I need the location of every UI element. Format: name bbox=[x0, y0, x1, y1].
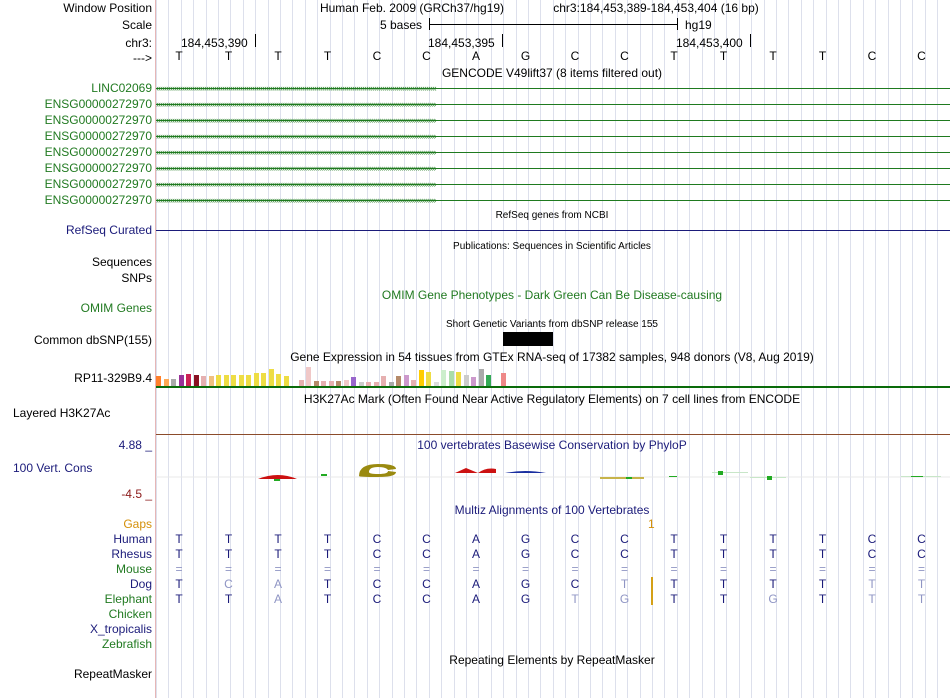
gtex-tissue-bar[interactable] bbox=[231, 375, 236, 386]
alignment-base: T bbox=[818, 592, 827, 606]
sequence-base: G bbox=[520, 49, 531, 63]
gene-feature[interactable] bbox=[156, 99, 950, 109]
conservation-title: 100 vertebrates Basewise Conservation by PhyloP bbox=[417, 438, 687, 452]
snps-label[interactable]: SNPs bbox=[121, 271, 152, 285]
gene-label[interactable]: ENSG00000272970 bbox=[44, 193, 152, 207]
gtex-tissue-bar[interactable] bbox=[306, 367, 311, 386]
gtex-tissue-bar[interactable] bbox=[171, 379, 176, 386]
alignment-base: T bbox=[670, 532, 678, 546]
window-position-label: Window Position bbox=[63, 1, 152, 15]
cons-mark-1 bbox=[258, 475, 297, 479]
sequence-base: A bbox=[471, 49, 480, 63]
alignment-base: T bbox=[769, 532, 777, 546]
sequence-base: T bbox=[274, 49, 282, 63]
gene-feature[interactable] bbox=[156, 115, 950, 125]
dbsnp-title: Short Genetic Variants from dbSNP release 155 bbox=[446, 319, 658, 330]
sequence-base: C bbox=[620, 49, 629, 63]
alignment-base: T bbox=[175, 532, 183, 546]
alignment-base: T bbox=[175, 577, 183, 591]
multiz-title: Multiz Alignments of 100 Vertebrates bbox=[454, 503, 650, 517]
alignment-base: = bbox=[719, 562, 727, 576]
alignment-base: C bbox=[422, 577, 431, 591]
gtex-tissue-bar[interactable] bbox=[381, 376, 386, 386]
gtex-tissue-bar[interactable] bbox=[276, 374, 281, 386]
conservation-plot[interactable] bbox=[156, 455, 950, 495]
cons-mark-16 bbox=[911, 476, 923, 477]
cons-mark-6 bbox=[478, 469, 496, 474]
gene-label[interactable]: ENSG00000272970 bbox=[44, 177, 152, 191]
alignment-base: T bbox=[323, 592, 332, 606]
sequence-base: T bbox=[175, 49, 183, 63]
sequence-base: C bbox=[422, 49, 431, 63]
alignment-base: T bbox=[323, 532, 332, 546]
coordinate-tick-2: 184,453,395 bbox=[428, 36, 495, 50]
alignment-base: T bbox=[175, 592, 183, 606]
gene-feature[interactable] bbox=[156, 163, 950, 173]
gene-feature[interactable] bbox=[156, 131, 950, 141]
gene-label[interactable]: ENSG00000272970 bbox=[44, 97, 152, 111]
gtex-tissue-bar[interactable] bbox=[449, 371, 454, 386]
gap-number: 1 bbox=[648, 517, 655, 531]
alignment-base: T bbox=[719, 532, 728, 546]
gene-feature[interactable] bbox=[156, 179, 950, 189]
gene-feature[interactable] bbox=[156, 147, 950, 157]
gene-label[interactable]: ENSG00000272970 bbox=[44, 129, 152, 143]
gtex-tissue-bar[interactable] bbox=[479, 369, 484, 386]
alignment-base: T bbox=[818, 577, 827, 591]
alignment-base: A bbox=[273, 592, 282, 606]
coordinate-tick-3: 184,453,400 bbox=[676, 36, 743, 50]
gene-feature[interactable] bbox=[156, 195, 950, 205]
alignment-base: C bbox=[570, 532, 580, 546]
tick-mark-3 bbox=[750, 34, 751, 47]
gtex-tissue-bar[interactable] bbox=[224, 375, 229, 386]
h3k27ac-title: H3K27Ac Mark (Often Found Near Active Regulatory Elements) on 7 cell lines from ENCODE bbox=[303, 392, 801, 406]
h3k27ac-label[interactable]: Layered H3K27Ac bbox=[13, 406, 111, 420]
alignment-base: T bbox=[224, 592, 233, 606]
species-label[interactable]: Zebrafish bbox=[101, 637, 152, 651]
gene-label[interactable]: ENSG00000272970 bbox=[44, 113, 152, 127]
species-label[interactable]: Dog bbox=[129, 577, 152, 591]
gaps-label[interactable]: Gaps bbox=[123, 517, 152, 531]
track-labels bbox=[0, 0, 155, 698]
gtex-tissue-bar[interactable] bbox=[254, 373, 259, 386]
alignment-base: = bbox=[224, 562, 232, 576]
gtex-tissue-bar[interactable] bbox=[209, 376, 214, 386]
alignment-base: T bbox=[224, 547, 233, 561]
alignment-base: T bbox=[917, 592, 926, 606]
alignment-base: T bbox=[323, 547, 332, 561]
alignment-base: T bbox=[868, 577, 876, 591]
refseq-title: RefSeq genes from NCBI bbox=[495, 210, 609, 221]
gene-label[interactable]: ENSG00000272970 bbox=[44, 161, 152, 175]
chr-label: chr3: bbox=[125, 36, 152, 50]
alignment-base: T bbox=[224, 532, 233, 546]
gtex-tissue-bar[interactable] bbox=[194, 375, 199, 386]
refseq-label[interactable]: RefSeq Curated bbox=[65, 223, 152, 237]
alignment-base: = bbox=[868, 562, 876, 576]
alignment-base: T bbox=[670, 592, 678, 606]
alignment-base: G bbox=[768, 592, 778, 606]
alignment-base: A bbox=[471, 547, 480, 561]
sequence-base: C bbox=[570, 49, 580, 63]
alignment-base: T bbox=[670, 547, 678, 561]
alignment-base: T bbox=[323, 577, 332, 591]
alignment-base: C bbox=[422, 547, 431, 561]
gene-label[interactable]: ENSG00000272970 bbox=[44, 145, 152, 159]
gtex-tissue-bar[interactable] bbox=[456, 372, 461, 386]
alignment-base: C bbox=[372, 532, 382, 546]
cons-mark-7 bbox=[505, 471, 546, 473]
refseq-line[interactable] bbox=[156, 230, 950, 231]
alignment-base: C bbox=[422, 592, 431, 606]
alignment-base: = bbox=[274, 562, 282, 576]
alignment-base: C bbox=[917, 532, 926, 546]
gtex-tissue-bar[interactable] bbox=[186, 374, 191, 386]
alignment-base: T bbox=[274, 547, 282, 561]
gtex-tissue-bar[interactable] bbox=[246, 375, 251, 386]
gtex-label[interactable]: RP11-329B9.4 bbox=[74, 371, 152, 385]
gtex-tissue-bar[interactable] bbox=[179, 375, 184, 386]
omim-title: OMIM Gene Phenotypes - Dark Green Can Be Disease-causing bbox=[381, 288, 723, 302]
scale-text: 5 bases bbox=[380, 18, 423, 32]
gtex-tissue-bar[interactable] bbox=[156, 376, 161, 386]
alignment-base: A bbox=[471, 592, 480, 606]
alignment-base: T bbox=[769, 577, 777, 591]
alignment-base: T bbox=[274, 532, 282, 546]
alignment-base: C bbox=[372, 547, 382, 561]
alignment-base: A bbox=[471, 532, 480, 546]
cons-mark-3 bbox=[321, 474, 327, 476]
coordinate-tick-1: 184,453,390 bbox=[181, 36, 248, 50]
strand-arrows: ›››››››››››››››››››››››››››››››››››››››››››››››››››››››››››››››››››››››››››››››››››››››››››››››››››››››››››››››››››››››››››››››››››››››››››› bbox=[156, 147, 436, 157]
publications-title: Publications: Sequences in Scientific Articles bbox=[453, 241, 651, 252]
alignment-base: G bbox=[520, 592, 531, 606]
alignment-base: G bbox=[520, 577, 531, 591]
alignment-base: T bbox=[620, 577, 629, 591]
sequence-base: C bbox=[867, 49, 877, 63]
strand-arrows: ›››››››››››››››››››››››››››››››››››››››››››››››››››››››››››››››››››››››››››››››››››››››››››››››››››››››››››››››››››››››››››››››››››››››››››› bbox=[156, 163, 436, 173]
strand-arrows: ›››››››››››››››››››››››››››››››››››››››››››››››››››››››››››››››››››››››››››››››››››››››››››››››››››››››››››››››››››››››››››››››››››››››››››› bbox=[156, 179, 436, 189]
alignment-base: = bbox=[373, 562, 381, 576]
tick-mark-2 bbox=[502, 34, 503, 47]
scale-label: Scale bbox=[121, 18, 152, 32]
alignment-base: T bbox=[571, 592, 579, 606]
strand-arrow-label[interactable]: ---> bbox=[133, 51, 152, 65]
strand-arrows: ›››››››››››››››››››››››››››››››››››››››››››››››››››››››››››››››››››››››››››››››››››››››››››››››››››››››››››››››››››››››››››››››››››››››››››› bbox=[156, 131, 436, 141]
alignment-base: T bbox=[719, 547, 728, 561]
alignment-base: C bbox=[422, 532, 431, 546]
dbsnp-label[interactable]: Common dbSNP(155) bbox=[33, 333, 152, 347]
gtex-tissue-bar[interactable] bbox=[164, 379, 169, 386]
gtex-tissue-bar[interactable] bbox=[419, 370, 424, 386]
sequence-base: T bbox=[224, 49, 233, 63]
sequence-base: C bbox=[372, 49, 382, 63]
assembly-title: Human Feb. 2009 (GRCh37/hg19) bbox=[319, 1, 505, 15]
gtex-tissue-bar[interactable] bbox=[464, 375, 469, 386]
cons-min-label: -4.5 _ bbox=[121, 487, 152, 501]
strand-arrows: ›››››››››››››››››››››››››››››››››››››››››››››››››››››››››››››››››››››››››››››››››››››››››››››››››››››››››››››››››››››››››››››››››››››››››››› bbox=[156, 99, 436, 109]
gtex-tissue-bar[interactable] bbox=[426, 372, 431, 386]
alignment-base: T bbox=[175, 547, 183, 561]
alignment-base: C bbox=[917, 547, 926, 561]
strand-arrows: ‹‹‹‹‹‹‹‹‹‹‹‹‹‹‹‹‹‹‹‹‹‹‹‹‹‹‹‹‹‹‹‹‹‹‹‹‹‹‹‹‹‹‹‹‹‹‹‹‹‹‹‹‹‹‹‹‹‹‹‹‹‹‹‹‹‹‹‹‹‹‹‹‹‹‹‹‹‹‹‹‹‹‹‹‹‹‹‹‹‹‹‹‹‹‹‹‹‹‹‹‹‹‹‹‹‹‹‹‹‹‹‹‹‹‹‹‹‹‹‹‹‹‹‹‹‹‹‹‹‹‹‹‹‹‹‹‹‹‹‹ bbox=[156, 83, 436, 93]
repeatmasker-label[interactable]: RepeatMasker bbox=[73, 667, 152, 681]
alignment-base: = bbox=[422, 562, 430, 576]
alignment-base: = bbox=[571, 562, 579, 576]
alignment-base: = bbox=[818, 562, 826, 576]
species-label[interactable]: X_tropicalis bbox=[89, 622, 152, 636]
sequence-base: T bbox=[818, 49, 827, 63]
alignment-base: = bbox=[769, 562, 777, 576]
sequence-base: T bbox=[323, 49, 332, 63]
gap-marker bbox=[651, 577, 653, 605]
scale-bar bbox=[429, 24, 677, 25]
cons-mark-14 bbox=[767, 476, 772, 480]
sequence-base: T bbox=[769, 49, 777, 63]
gencode-title: GENCODE V49lift37 (8 items filtered out) bbox=[441, 66, 663, 80]
alignment-base: T bbox=[868, 592, 876, 606]
dbsnp-variant[interactable] bbox=[503, 332, 553, 346]
h3k27ac-baseline bbox=[156, 434, 950, 435]
alignment-base: T bbox=[818, 532, 827, 546]
gtex-tissue-bar[interactable] bbox=[486, 375, 491, 386]
scale-bar-left-tick bbox=[429, 18, 430, 30]
alignment-base: = bbox=[323, 562, 331, 576]
scale-bar-right-tick bbox=[677, 18, 678, 30]
gtex-tissue-bar[interactable] bbox=[269, 369, 274, 386]
alignment-base: G bbox=[520, 532, 531, 546]
cons-mark-2 bbox=[274, 479, 280, 481]
alignment-base: C bbox=[224, 577, 233, 591]
cons-mark-11 bbox=[712, 472, 748, 473]
tick-mark-1 bbox=[255, 34, 256, 47]
cons-mark-4 bbox=[359, 464, 396, 477]
position-readout: chr3:184,453,389-184,453,404 (16 bp) bbox=[553, 1, 759, 15]
species-label[interactable]: Mouse bbox=[115, 562, 152, 576]
alignment-base: = bbox=[917, 562, 925, 576]
cons-label[interactable]: 100 Vert. Cons bbox=[13, 461, 93, 475]
track-area[interactable] bbox=[156, 0, 950, 698]
cons-mark-5 bbox=[455, 468, 478, 473]
gtex-tissue-bar[interactable] bbox=[239, 375, 244, 386]
gtex-tissue-bar[interactable] bbox=[216, 375, 221, 386]
alignment-base: C bbox=[372, 577, 382, 591]
alignment-base: = bbox=[521, 562, 529, 576]
alignment-base: C bbox=[620, 532, 629, 546]
gtex-tissue-bar[interactable] bbox=[471, 377, 476, 386]
gtex-tissue-bar[interactable] bbox=[351, 377, 356, 386]
alignment-base: T bbox=[719, 577, 728, 591]
alignment-base: C bbox=[867, 547, 877, 561]
repeatmasker-title: Repeating Elements by RepeatMasker bbox=[449, 653, 655, 667]
cons-mark-8 bbox=[600, 477, 644, 479]
gtex-tissue-bar[interactable] bbox=[501, 373, 506, 386]
sequence-base: C bbox=[917, 49, 926, 63]
gtex-separator bbox=[156, 386, 950, 388]
omim-label[interactable]: OMIM Genes bbox=[80, 301, 152, 315]
gtex-tissue-bar[interactable] bbox=[284, 376, 289, 386]
species-label[interactable]: Elephant bbox=[104, 592, 152, 606]
alignment-base: C bbox=[570, 547, 580, 561]
alignment-base: = bbox=[620, 562, 628, 576]
alignment-base: T bbox=[818, 547, 827, 561]
alignment-base: A bbox=[471, 577, 480, 591]
gtex-title: Gene Expression in 54 tissues from GTEx RNA-seq of 17382 samples, 948 donors (V8, Aug 2019) bbox=[290, 350, 814, 364]
db-label: hg19 bbox=[685, 18, 712, 32]
strand-arrows: ›››››››››››››››››››››››››››››››››››››››››››››››››››››››››››››››››››››››››››››››››››››››››››››››››››››››››››››››››››››››››››››››››››››››››››› bbox=[156, 115, 436, 125]
alignment-base: C bbox=[867, 532, 877, 546]
sequence-base: T bbox=[719, 49, 728, 63]
sequence-base: T bbox=[670, 49, 678, 63]
alignment-base: G bbox=[520, 547, 531, 561]
alignment-base: = bbox=[175, 562, 183, 576]
gtex-tissue-bar[interactable] bbox=[404, 375, 409, 386]
gtex-tissue-bar[interactable] bbox=[261, 373, 266, 386]
sequences-label[interactable]: Sequences bbox=[91, 255, 152, 269]
alignment-base: C bbox=[570, 577, 580, 591]
alignment-base: C bbox=[372, 592, 382, 606]
alignment-base: G bbox=[619, 592, 630, 606]
gene-label[interactable]: LINC02069 bbox=[91, 81, 152, 95]
cons-mark-9 bbox=[626, 477, 632, 479]
species-label[interactable]: Rhesus bbox=[111, 547, 152, 561]
gtex-bar-chart[interactable] bbox=[156, 366, 950, 386]
alignment-base: A bbox=[273, 577, 282, 591]
alignment-base: T bbox=[769, 547, 777, 561]
species-label[interactable]: Chicken bbox=[108, 607, 152, 621]
strand-arrows: ›››››››››››››››››››››››››››››››››››››››››››››››››››››››››››››››››››››››››››››››››››››››››››››››››››››››››››››››››››››››››››››››››››››››››››› bbox=[156, 195, 436, 205]
alignment-base: = bbox=[472, 562, 480, 576]
gene-feature[interactable] bbox=[156, 83, 950, 93]
cons-mark-10 bbox=[669, 476, 677, 477]
alignment-base: T bbox=[670, 577, 678, 591]
species-label[interactable]: Human bbox=[113, 532, 152, 546]
cons-mark-12 bbox=[718, 471, 723, 475]
alignment-base: T bbox=[719, 592, 728, 606]
cons-max-label: 4.88 _ bbox=[118, 438, 152, 452]
alignment-base: T bbox=[917, 577, 926, 591]
alignment-base: C bbox=[620, 547, 629, 561]
alignment-base: = bbox=[670, 562, 678, 576]
gtex-tissue-bar[interactable] bbox=[441, 370, 446, 386]
gtex-tissue-bar[interactable] bbox=[201, 376, 206, 386]
gtex-tissue-bar[interactable] bbox=[396, 376, 401, 386]
